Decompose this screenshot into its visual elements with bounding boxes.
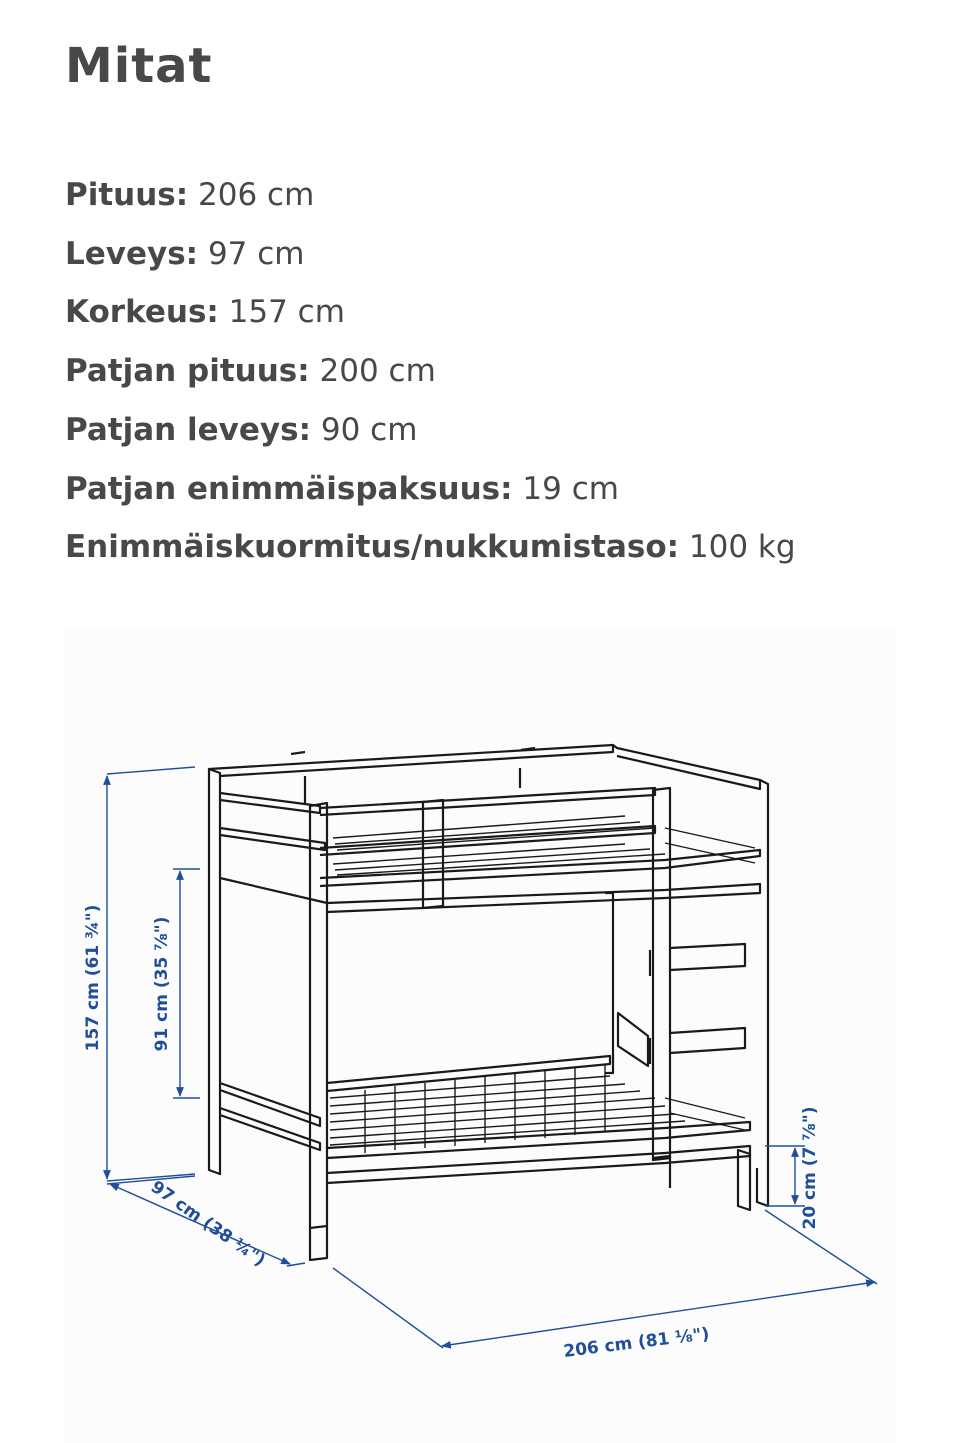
leg-height-label: 20 cm (7 ⅞") — [800, 1106, 820, 1230]
spec-label: Patjan enimmäispaksuus: — [65, 470, 513, 507]
bunk-bed-drawing — [65, 628, 895, 1443]
spec-label: Leveys: — [65, 235, 199, 272]
spec-label: Patjan pituus: — [65, 353, 310, 390]
spec-list — [65, 166, 796, 577]
page-title: Mitat — [65, 38, 213, 94]
spec-item — [65, 225, 796, 284]
spec-item — [65, 460, 796, 519]
dimension-lines — [107, 767, 877, 1348]
length-label: 206 cm (81 ⅛") — [562, 1324, 711, 1362]
spec-item — [65, 283, 796, 342]
spec-value: 19 cm — [522, 470, 619, 507]
spec-label: Enimmäiskuormitus/nukkumistaso: — [65, 529, 680, 566]
spec-item — [65, 342, 796, 401]
spec-item — [65, 166, 796, 225]
spec-label: Patjan leveys: — [65, 411, 311, 448]
spec-label: Pituus: — [65, 177, 189, 213]
spec-value: 206 cm — [198, 177, 315, 213]
bunk-bed-dimension-diagram — [65, 628, 895, 1443]
spec-value: 100 kg — [688, 529, 796, 566]
spec-item — [65, 518, 796, 577]
spec-value: 97 cm — [207, 235, 305, 272]
bed-height-label: 91 cm (35 ⅞") — [152, 916, 172, 1052]
width-label: 97 cm (38 ¼") — [146, 1177, 269, 1271]
spec-value: 90 cm — [320, 411, 418, 448]
spec-label: Korkeus: — [65, 294, 219, 331]
bunk-bed-illustration — [209, 745, 768, 1260]
spec-value: 157 cm — [228, 294, 345, 331]
spec-item — [65, 401, 796, 460]
total-height-label: 157 cm (61 ¾") — [83, 904, 103, 1052]
spec-value: 200 cm — [319, 353, 436, 390]
